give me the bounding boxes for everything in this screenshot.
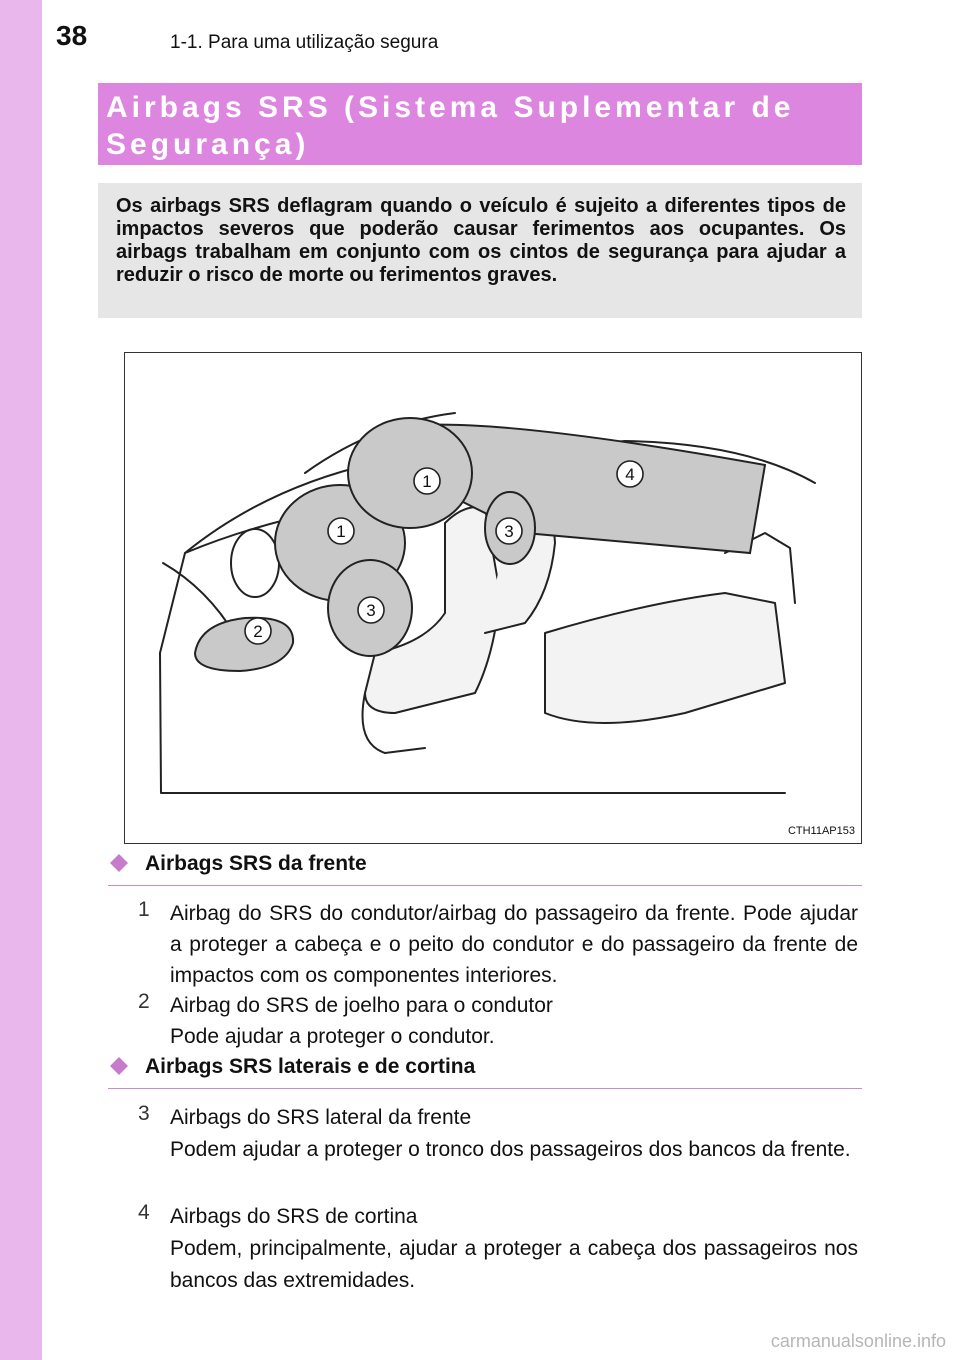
- car-interior-drawing: [125, 353, 861, 843]
- side-tab: [0, 0, 42, 1360]
- callout-1a: 1: [422, 472, 432, 491]
- section-title-bar: [98, 83, 862, 165]
- item-number: 3: [138, 1102, 150, 1125]
- section-title-side-curtain: Airbags SRS laterais e de cortina: [145, 1055, 476, 1078]
- page-number: 38: [56, 20, 88, 51]
- diamond-bullet-icon: [110, 854, 128, 872]
- section-title-front: Airbags SRS da frente: [145, 852, 367, 875]
- callout-4: 4: [625, 465, 635, 484]
- section-heading-side-curtain: [108, 1055, 862, 1089]
- item-number: 4: [138, 1201, 150, 1224]
- page-title: [106, 89, 854, 163]
- callout-3a: 3: [366, 601, 376, 620]
- diamond-bullet-icon: [110, 1057, 128, 1075]
- airbag-illustration: [124, 352, 862, 844]
- watermark: carmanualsonline.info: [770, 1331, 946, 1351]
- item-number: 1: [138, 898, 150, 921]
- page-title-line-2: Segurança): [106, 128, 310, 161]
- running-header: 1-1. Para uma utilização segura: [170, 32, 439, 53]
- item-text: Airbag do SRS do condutor/airbag do passageiro da frente. Pode ajudar a proteger a cabeça e o peito do condutor e do passageiro da frente de impactos com os componentes interiores.: [170, 902, 858, 987]
- summary-text: Os airbags SRS deflagram quando o veículo é sujeito a diferentes tipos de impactos severos que poderão causar ferimentos aos ocupantes. Os airbags trabalham em conjunto com os cintos de segurança para ajudar a reduzir o risco de morte ou ferimentos graves.: [116, 195, 846, 286]
- callout-3b: 3: [504, 522, 514, 541]
- item-text: Airbag do SRS de joelho para o condutor Pode ajudar a proteger o condutor.: [170, 994, 553, 1048]
- callout-2: 2: [253, 622, 263, 641]
- page-title-line-1: Airbags SRS (Sistema Suplementar de: [106, 91, 795, 124]
- figure-code: CTH11AP153: [787, 825, 855, 837]
- callout-1b: 1: [336, 522, 346, 541]
- item-text: Airbags do SRS lateral da frente Podem ajudar a proteger o tronco dos passageiros dos bancos da frente.: [170, 1106, 851, 1161]
- summary-box: [98, 183, 862, 318]
- item-text: Airbags do SRS de cortina Podem, principalmente, ajudar a proteger a cabeça dos passageiros nos bancos das extremidades.: [170, 1205, 858, 1292]
- section-heading-front: [108, 852, 862, 886]
- item-number: 2: [138, 990, 150, 1013]
